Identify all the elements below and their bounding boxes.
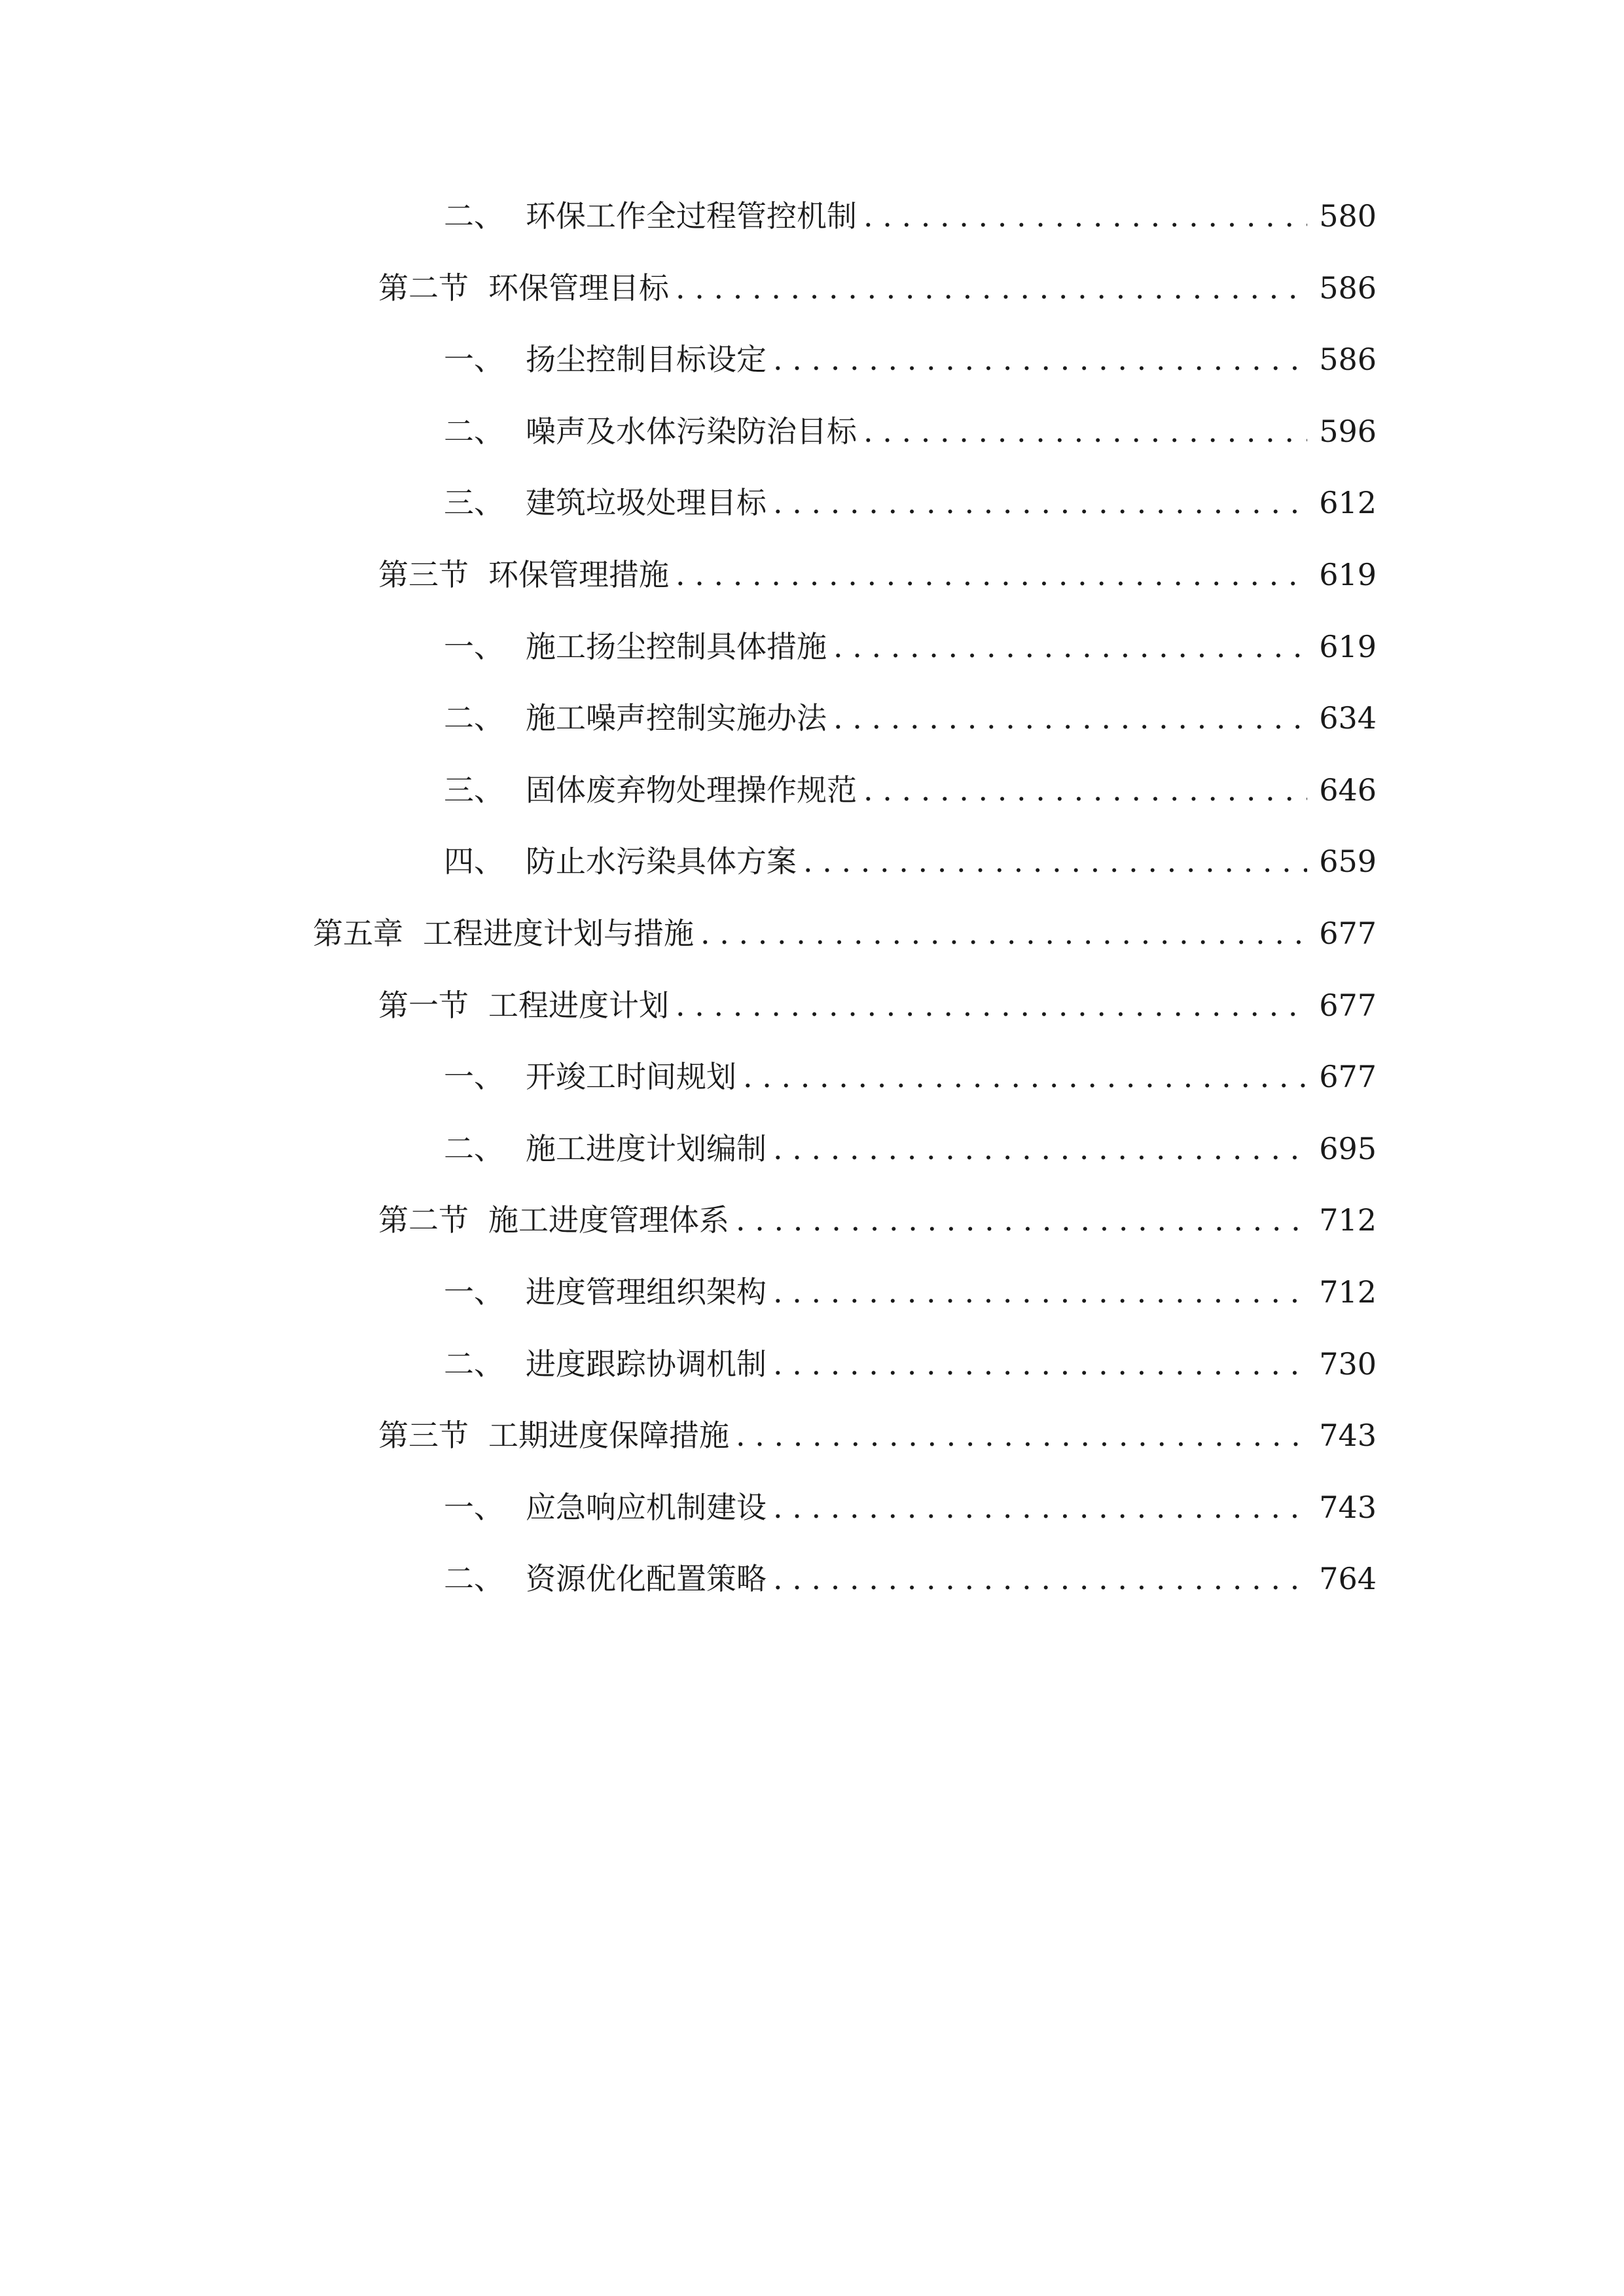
toc-entry-number: 二、 — [444, 1561, 504, 1596]
toc-entry-number: 第一节 — [378, 988, 469, 1023]
toc-entry-number: 一、 — [444, 342, 504, 377]
toc-entry-title: 施工进度管理体系 — [488, 1202, 729, 1238]
toc-entry-item[interactable] — [444, 1484, 1377, 1530]
toc-entry-item[interactable] — [444, 480, 1377, 526]
toc-entry-page-number: 730 — [1319, 1346, 1377, 1382]
toc-entry-number: 第五章 — [313, 916, 403, 951]
toc-entry-number: 二、 — [444, 414, 504, 449]
toc-entry-section[interactable] — [378, 265, 1377, 311]
toc-entry-item[interactable] — [444, 767, 1377, 813]
toc-entry-title: 工程进度计划与措施 — [423, 916, 694, 951]
toc-entry-page-number: 619 — [1319, 629, 1377, 664]
toc-entry-chapter[interactable] — [313, 910, 1377, 956]
toc-entry-number: 二、 — [444, 198, 504, 234]
toc-entry-page-number: 677 — [1319, 1059, 1377, 1094]
toc-entry-number: 第二节 — [378, 1202, 469, 1238]
toc-entry-number: 四、 — [444, 844, 504, 879]
toc-entry-number: 三、 — [444, 485, 504, 520]
toc-entry-title: 工程进度计划 — [488, 988, 669, 1023]
toc-dot-leader — [736, 1197, 1307, 1243]
toc-entry-page-number: 695 — [1319, 1131, 1377, 1166]
toc-entry-title: 环保管理措施 — [488, 557, 669, 592]
toc-dot-leader — [773, 1556, 1307, 1602]
toc-entry-title: 建筑垃圾处理目标 — [526, 485, 767, 520]
toc-dot-leader — [676, 982, 1307, 1028]
toc-entry-page-number: 764 — [1319, 1561, 1377, 1596]
toc-entry-section[interactable] — [378, 982, 1377, 1028]
toc-entry-title: 扬尘控制目标设定 — [526, 342, 767, 377]
toc-entry-number: 三、 — [444, 772, 504, 808]
toc-entry-section[interactable] — [378, 1412, 1377, 1458]
toc-entry-item[interactable] — [444, 1054, 1377, 1100]
toc-entry-page-number: 580 — [1319, 198, 1377, 234]
toc-entry-page-number: 586 — [1319, 270, 1377, 306]
toc-entry-number: 第三节 — [378, 557, 469, 592]
toc-dot-leader — [863, 408, 1307, 454]
toc-entry-number: 一、 — [444, 1490, 504, 1525]
toc-entry-page-number: 743 — [1319, 1490, 1377, 1525]
toc-entry-title: 防止水污染具体方案 — [526, 844, 797, 879]
toc-entry-number: 二、 — [444, 1131, 504, 1166]
toc-entry-page-number: 712 — [1319, 1202, 1377, 1238]
toc-dot-leader — [863, 767, 1307, 813]
toc-entry-page-number: 659 — [1319, 844, 1377, 879]
toc-entry-page-number: 596 — [1319, 414, 1377, 449]
toc-entry-title: 施工进度计划编制 — [526, 1131, 767, 1166]
toc-entry-page-number: 634 — [1319, 700, 1377, 736]
toc-entry-title: 施工噪声控制实施办法 — [526, 700, 827, 736]
toc-entry-title: 应急响应机制建设 — [526, 1490, 767, 1525]
toc-dot-leader — [863, 193, 1307, 239]
toc-dot-leader — [676, 265, 1307, 311]
toc-entry-title: 噪声及水体污染防治目标 — [526, 414, 857, 449]
toc-entry-page-number: 586 — [1319, 342, 1377, 377]
toc-entry-item[interactable] — [444, 1269, 1377, 1315]
toc-entry-number: 一、 — [444, 629, 504, 664]
toc-entry-title: 环保管理目标 — [488, 270, 669, 306]
toc-entry-section[interactable] — [378, 552, 1377, 598]
toc-entry-title: 固体废弃物处理操作规范 — [526, 772, 857, 808]
toc-dot-leader — [833, 695, 1307, 741]
toc-entry-page-number: 712 — [1319, 1274, 1377, 1310]
toc-entry-number: 第三节 — [378, 1418, 469, 1453]
toc-dot-leader — [773, 1341, 1307, 1387]
toc-entry-title: 工期进度保障措施 — [488, 1418, 729, 1453]
toc-entry-title: 资源优化配置策略 — [526, 1561, 767, 1596]
toc-dot-leader — [773, 480, 1307, 526]
toc-entry-title: 环保工作全过程管控机制 — [526, 198, 857, 234]
toc-entry-item[interactable] — [444, 1126, 1377, 1172]
toc-entry-page-number: 677 — [1319, 916, 1377, 951]
toc-entry-number: 二、 — [444, 700, 504, 736]
toc-dot-leader — [773, 336, 1307, 382]
toc-entry-title: 施工扬尘控制具体措施 — [526, 629, 827, 664]
toc-entry-item[interactable] — [444, 336, 1377, 382]
toc-dot-leader — [773, 1484, 1307, 1530]
toc-entry-page-number: 743 — [1319, 1418, 1377, 1453]
toc-entry-item[interactable] — [444, 624, 1377, 670]
toc-entry-item[interactable] — [444, 838, 1377, 884]
toc-entry-section[interactable] — [378, 1197, 1377, 1243]
toc-entry-number: 一、 — [444, 1059, 504, 1094]
toc-entry-page-number: 677 — [1319, 988, 1377, 1023]
toc-dot-leader — [773, 1269, 1307, 1315]
toc-dot-leader — [773, 1126, 1307, 1172]
toc-dot-leader — [743, 1054, 1307, 1100]
toc-dot-leader — [676, 552, 1307, 598]
toc-entry-title: 进度跟踪协调机制 — [526, 1346, 767, 1382]
toc-entry-page-number: 619 — [1319, 557, 1377, 592]
toc-dot-leader — [833, 624, 1307, 670]
toc-entry-item[interactable] — [444, 1341, 1377, 1387]
toc-dot-leader — [700, 910, 1307, 956]
toc-entry-title: 开竣工时间规划 — [526, 1059, 736, 1094]
toc-entry-page-number: 612 — [1319, 485, 1377, 520]
toc-entry-item[interactable] — [444, 408, 1377, 454]
toc-entry-item[interactable] — [444, 695, 1377, 741]
toc-entry-number: 二、 — [444, 1346, 504, 1382]
toc-entry-title: 进度管理组织架构 — [526, 1274, 767, 1310]
toc-entry-item[interactable] — [444, 1556, 1377, 1602]
toc-entry-number: 第二节 — [378, 270, 469, 306]
toc-dot-leader — [803, 838, 1307, 884]
toc-entry-number: 一、 — [444, 1274, 504, 1310]
toc-dot-leader — [736, 1412, 1307, 1458]
toc-entry-page-number: 646 — [1319, 772, 1377, 808]
toc-entry-item[interactable] — [444, 193, 1377, 239]
